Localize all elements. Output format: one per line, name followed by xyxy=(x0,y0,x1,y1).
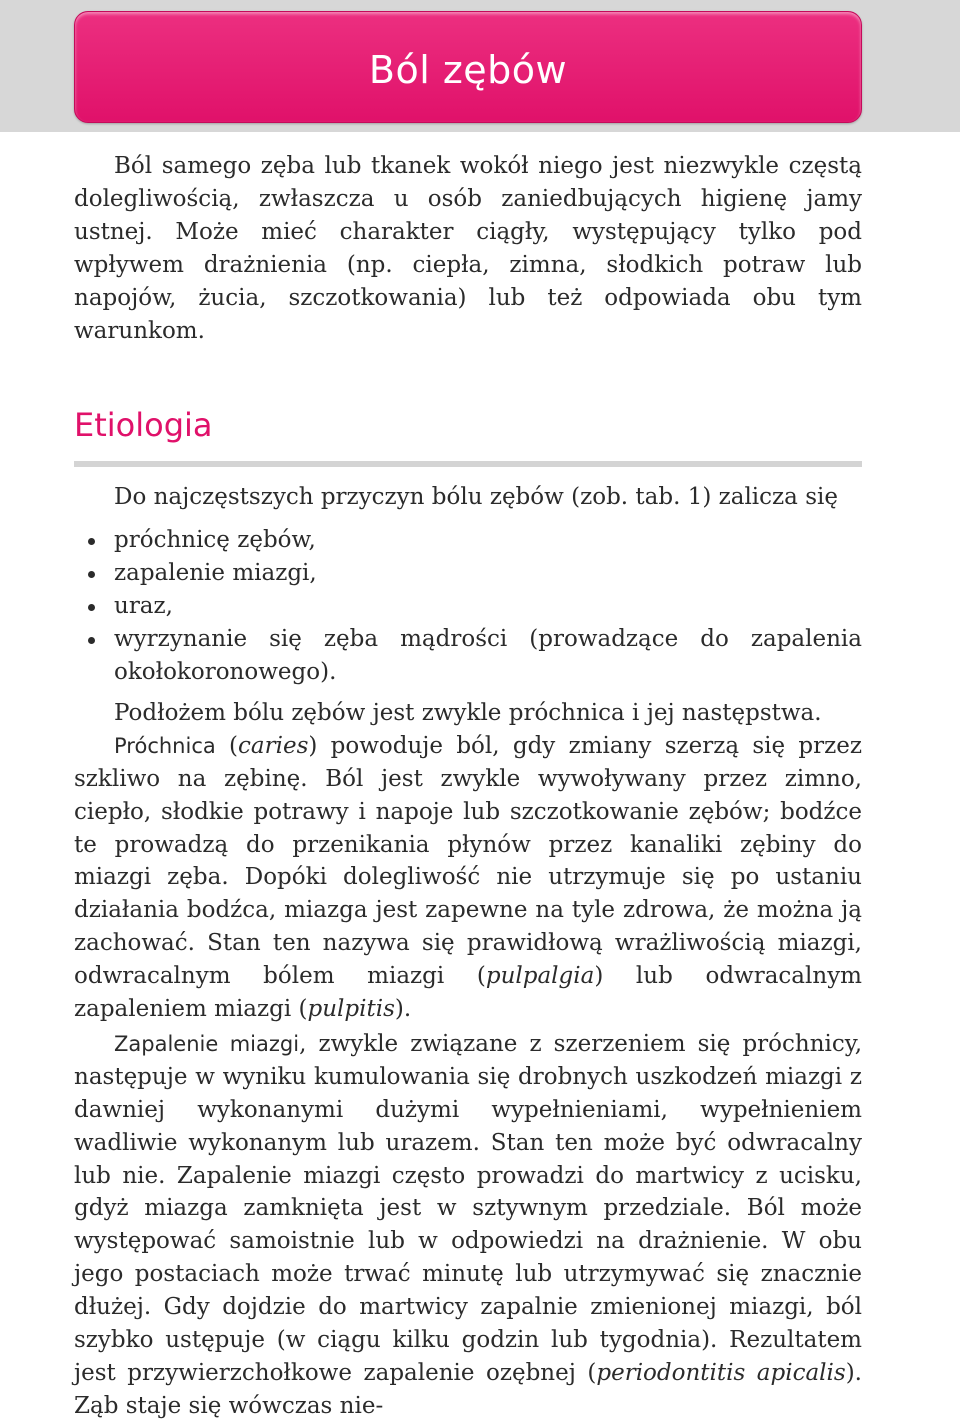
list-item: wyrzynanie się zęba mądrości (prowadzące do zapalenia okołokoronowego). xyxy=(74,623,862,689)
caries-latin: caries xyxy=(238,732,309,759)
pulpitis-text-2: ). Ząb staje się wówczas nie- xyxy=(74,1360,862,1419)
lead-paragraph: Do najczęstszych przyczyn bólu zębów (zob. tab. 1) zalicza się xyxy=(114,484,838,511)
pulpitis-term: Zapalenie miazgi xyxy=(114,1031,300,1056)
section-heading: Etiologia xyxy=(74,406,213,445)
list-item: próchnicę zębów, xyxy=(74,524,862,557)
cause-list xyxy=(74,524,862,689)
page-content xyxy=(74,150,862,1423)
intro-paragraph: Ból samego zęba lub tkanek wokół niego jest niezwykle częstą dolegliwością, zwłaszcza u osób zaniedbujących higienę jamy ustnej. Może mieć charakter ciągły, występujący tylko pod wpływem drażnienia (np. ciepła, zimna, słodkich potraw lub napojów, żucia, szczotkowania) lub też odpowiada obu tym warunkom. xyxy=(74,153,862,344)
pulpalgia-latin: pulpalgia xyxy=(485,963,595,990)
caries-text-2: ) lub odwracalnym zapaleniem miazgi ( xyxy=(74,963,862,1023)
pulpitis-latin: pulpitis xyxy=(307,996,395,1023)
basis-paragraph: Podłożem bólu zębów jest zwykle próchnica i jej następstwa. xyxy=(114,699,822,726)
periodontitis-latin: periodontitis apicalis xyxy=(596,1360,846,1386)
page-title: Ból zębów xyxy=(368,48,568,92)
caries-text-3: ). xyxy=(394,996,412,1023)
title-banner xyxy=(74,11,862,123)
section-divider xyxy=(74,461,862,467)
list-item: uraz, xyxy=(74,590,862,623)
caries-text-1: ) powoduje ból, gdy zmiany szerzą się przez szkliwo na zębinę. Ból jest zwykle wywoływany przez zimno, ciepło, słodkie potrawy i napoje lub szczotkowanie zębów; bodźce te prowadzą do przenikania płynów przez kanaliki zębiny do miazgi zęba. Dopóki dolegliwość nie utrzymuje się po ustaniu działania bodźca, miazga jest zapewne na tyle zdrowa, że można ją zachować. Stan ten nazywa się prawidłową wrażliwością miazgi, odwracalnym bólem miazgi ( xyxy=(74,732,862,990)
caries-open: ( xyxy=(215,732,239,759)
caries-term: Próchnica xyxy=(114,733,216,758)
caries-paragraph xyxy=(74,730,862,1026)
pulpitis-text-1: , zwykle związane z szerzeniem się próchnicy, następuje w wyniku kumulowania się drobnych uszkodzeń miazgi z dawniej wykonanymi dużymi wypełnieniami, wypełnieniem wadliwie wykonanym lub urazem. Stan ten może być odwracalny lub nie. Zapalenie miazgi często prowadzi do martwicy z ucisku, gdyż miazga zamknięta jest w sztywnym przedziale. Ból może występować samoistnie lub w odpowiedzi na drażnienie. W obu jego postaciach może trwać minutę lub utrzymywać się znacznie dłużej. Gdy dojdzie do martwicy zapalnie zmienionej miazgi, ból szybko ustępuje (w ciągu kilku godzin lub tygodnia). Rezultatem jest przywierzchołkowe zapalenie ozębnej ( xyxy=(74,1030,862,1386)
pulpitis-paragraph xyxy=(74,1028,862,1423)
list-item: zapalenie miazgi, xyxy=(74,557,862,590)
